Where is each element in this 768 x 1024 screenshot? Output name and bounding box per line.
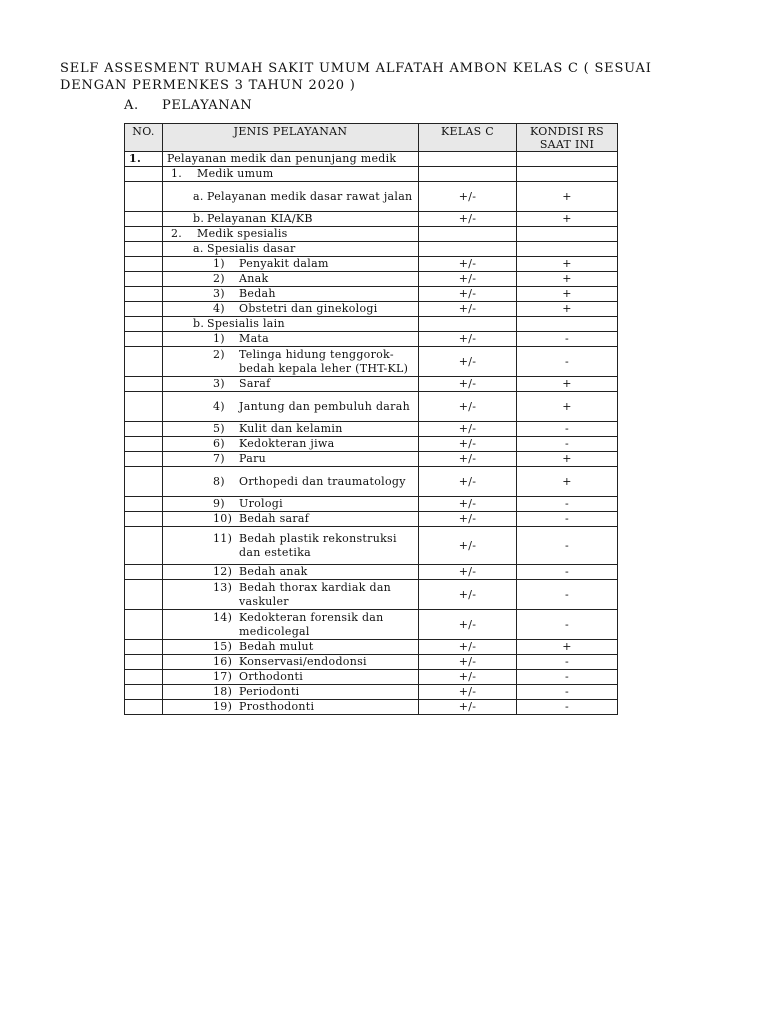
service-name: Bedah plastik rekonstruksi dan estetika [239, 531, 397, 559]
kondisi-rs-value: - [517, 347, 618, 377]
service-name: Spesialis lain [207, 317, 285, 330]
table-row [125, 302, 618, 317]
service-name-cell [163, 512, 419, 527]
kondisi-rs-value: + [517, 287, 618, 302]
service-name: Bedah saraf [239, 512, 310, 525]
kelas-c-value: +/- [419, 685, 517, 700]
service-name: Bedah [239, 287, 276, 300]
table-row [125, 700, 618, 715]
table-row [125, 467, 618, 497]
service-name-cell [163, 152, 419, 167]
table-row [125, 347, 618, 377]
service-name: Obstetri dan ginekologi [239, 302, 378, 315]
service-name: Mata [239, 332, 269, 345]
section-title: PELAYANAN [162, 98, 253, 113]
kelas-c-value: +/- [419, 497, 517, 512]
table-row [125, 452, 618, 467]
kelas-c-value: +/- [419, 272, 517, 287]
item-marker: a. [193, 189, 204, 203]
row-number [125, 610, 163, 640]
service-name-cell [163, 257, 419, 272]
service-name: Telinga hidung tenggorok-bedah kepala leher (THT-KL) [239, 347, 409, 375]
kelas-c-value: +/- [419, 610, 517, 640]
kelas-c-value: +/- [419, 527, 517, 565]
kelas-c-value: +/- [419, 655, 517, 670]
table-row [125, 640, 618, 655]
header-jenis-pelayanan: JENIS PELAYANAN [163, 124, 419, 152]
row-number [125, 580, 163, 610]
service-name: Kulit dan kelamin [239, 422, 343, 435]
row-number [125, 437, 163, 452]
table-row [125, 580, 618, 610]
service-name-cell [163, 212, 419, 227]
item-marker: 13) [213, 580, 233, 594]
service-name: Spesialis dasar [207, 242, 296, 255]
kondisi-rs-value: - [517, 332, 618, 347]
item-marker: a. [193, 242, 204, 255]
row-number [125, 212, 163, 227]
kelas-c-value: +/- [419, 565, 517, 580]
kondisi-rs-value: + [517, 640, 618, 655]
kelas-c-value: +/- [419, 580, 517, 610]
table-row [125, 242, 618, 257]
service-name-cell [163, 685, 419, 700]
row-number [125, 640, 163, 655]
kelas-c-value: +/- [419, 640, 517, 655]
row-number [125, 467, 163, 497]
kelas-c-value: +/- [419, 257, 517, 272]
row-number [125, 242, 163, 257]
item-marker: b. [193, 212, 205, 225]
section-letter: A. [124, 98, 139, 113]
kelas-c-value: +/- [419, 512, 517, 527]
kondisi-rs-value: + [517, 182, 618, 212]
table-row [125, 377, 618, 392]
row-number [125, 332, 163, 347]
row-number [125, 317, 163, 332]
service-name-cell [163, 422, 419, 437]
kelas-c-value: +/- [419, 467, 517, 497]
service-name: Saraf [239, 377, 271, 390]
service-name: Konservasi/endodonsi [239, 655, 367, 668]
kelas-c-value: +/- [419, 670, 517, 685]
service-name-cell [163, 655, 419, 670]
kelas-c-value: +/- [419, 287, 517, 302]
item-marker: 15) [213, 640, 233, 653]
item-marker: 18) [213, 685, 233, 698]
kondisi-rs-value: + [517, 452, 618, 467]
kelas-c-value [419, 167, 517, 182]
kondisi-rs-value: + [517, 392, 618, 422]
header-kelas-c: KELAS C [419, 124, 517, 152]
kelas-c-value: +/- [419, 437, 517, 452]
table-header-row [125, 124, 618, 152]
table-row [125, 422, 618, 437]
kondisi-rs-value [517, 167, 618, 182]
kondisi-rs-value: - [517, 527, 618, 565]
service-name-cell [163, 167, 419, 182]
item-marker: 11) [213, 531, 233, 545]
kelas-c-value: +/- [419, 377, 517, 392]
kelas-c-value: +/- [419, 700, 517, 715]
kelas-c-value [419, 227, 517, 242]
table-row [125, 392, 618, 422]
table-row [125, 497, 618, 512]
service-name-cell [163, 272, 419, 287]
item-marker: 17) [213, 670, 233, 683]
kondisi-rs-value [517, 317, 618, 332]
table-row [125, 272, 618, 287]
table-row [125, 565, 618, 580]
service-name: Kedokteran jiwa [239, 437, 335, 450]
table-row [125, 670, 618, 685]
table-row [125, 317, 618, 332]
kondisi-rs-value: - [517, 685, 618, 700]
row-number: 1. [125, 152, 163, 167]
item-marker: 1) [213, 257, 225, 270]
kondisi-rs-value: - [517, 437, 618, 452]
item-marker: 2. [171, 227, 183, 240]
service-name-cell [163, 610, 419, 640]
row-number [125, 272, 163, 287]
table-row [125, 610, 618, 640]
kelas-c-value: +/- [419, 422, 517, 437]
row-number [125, 527, 163, 565]
row-number [125, 392, 163, 422]
service-name-cell [163, 700, 419, 715]
item-marker: 12) [213, 565, 233, 578]
row-number [125, 257, 163, 272]
service-name-cell [163, 527, 419, 565]
item-marker: 3) [213, 287, 225, 300]
kondisi-rs-value: + [517, 212, 618, 227]
row-number [125, 302, 163, 317]
services-table [124, 123, 618, 715]
service-name: Prosthodonti [239, 700, 315, 713]
service-name: Kedokteran forensik dan medicolegal [239, 610, 384, 638]
kelas-c-value: +/- [419, 392, 517, 422]
service-name: Anak [239, 272, 269, 285]
item-marker: 14) [213, 610, 233, 624]
row-number [125, 685, 163, 700]
item-marker: 8) [213, 474, 225, 488]
service-name: Medik umum [197, 167, 274, 180]
service-name-cell [163, 497, 419, 512]
row-number [125, 182, 163, 212]
item-marker: 1) [213, 332, 225, 345]
row-number [125, 377, 163, 392]
item-marker: b. [193, 317, 205, 330]
row-number [125, 422, 163, 437]
row-number [125, 700, 163, 715]
kelas-c-value: +/- [419, 182, 517, 212]
row-number [125, 347, 163, 377]
kelas-c-value [419, 242, 517, 257]
item-marker: 16) [213, 655, 233, 668]
row-number [125, 497, 163, 512]
service-name: Paru [239, 452, 267, 465]
service-name: Periodonti [239, 685, 300, 698]
service-name-cell [163, 302, 419, 317]
document-title: SELF ASSESMENT RUMAH SAKIT UMUM ALFATAH AMBON KELAS C ( SESUAI DENGAN PERMENKES 3 TAHUN 2020 ) [60, 61, 652, 93]
kondisi-rs-value: - [517, 655, 618, 670]
item-marker: 4) [213, 302, 225, 315]
kondisi-rs-value: + [517, 467, 618, 497]
kondisi-rs-value: + [517, 377, 618, 392]
row-number [125, 287, 163, 302]
table-row [125, 152, 618, 167]
kondisi-rs-value [517, 227, 618, 242]
kondisi-rs-value: + [517, 302, 618, 317]
service-name: Orthodonti [239, 670, 304, 683]
table-row [125, 227, 618, 242]
kelas-c-value: +/- [419, 302, 517, 317]
service-name-cell [163, 670, 419, 685]
table-row [125, 685, 618, 700]
service-name: Orthopedi dan traumatology [239, 474, 406, 488]
item-marker: 10) [213, 512, 233, 525]
item-marker: 4) [213, 399, 225, 413]
item-marker: 5) [213, 422, 225, 435]
kondisi-rs-value: - [517, 580, 618, 610]
kondisi-rs-value: - [517, 422, 618, 437]
row-number [125, 167, 163, 182]
table-row [125, 212, 618, 227]
row-number [125, 227, 163, 242]
item-marker: 6) [213, 437, 225, 450]
table-row [125, 655, 618, 670]
kelas-c-value: +/- [419, 332, 517, 347]
service-name-cell [163, 437, 419, 452]
row-number [125, 512, 163, 527]
row-number [125, 655, 163, 670]
header-no: NO. [125, 124, 163, 152]
kondisi-rs-value [517, 152, 618, 167]
kondisi-rs-value: - [517, 565, 618, 580]
table-row [125, 437, 618, 452]
table-row [125, 287, 618, 302]
kondisi-rs-value: - [517, 670, 618, 685]
service-name-cell [163, 377, 419, 392]
table-row [125, 512, 618, 527]
item-marker: 1. [171, 167, 183, 180]
service-name-cell [163, 242, 419, 257]
item-marker: 2) [213, 347, 225, 361]
kondisi-rs-value: + [517, 257, 618, 272]
table-row [125, 257, 618, 272]
kondisi-rs-value: - [517, 512, 618, 527]
table-row [125, 167, 618, 182]
kelas-c-value: +/- [419, 452, 517, 467]
item-marker: 19) [213, 700, 233, 713]
service-name: Bedah anak [239, 565, 308, 578]
service-name-cell [163, 640, 419, 655]
kelas-c-value: +/- [419, 347, 517, 377]
kelas-c-value: +/- [419, 212, 517, 227]
item-marker: 7) [213, 452, 225, 465]
service-name: Jantung dan pembuluh darah [239, 399, 410, 413]
table-row [125, 182, 618, 212]
service-name: Urologi [239, 497, 283, 510]
service-name: Bedah thorax kardiak dan vaskuler [239, 580, 392, 608]
row-number [125, 670, 163, 685]
table-row [125, 527, 618, 565]
service-name-cell [163, 452, 419, 467]
service-name: Penyakit dalam [239, 257, 329, 270]
kondisi-rs-value: - [517, 610, 618, 640]
item-marker: 2) [213, 272, 225, 285]
service-name: Pelayanan KIA/KB [207, 212, 313, 225]
kelas-c-value [419, 317, 517, 332]
service-name-cell [163, 287, 419, 302]
kondisi-rs-value: - [517, 700, 618, 715]
service-name: Medik spesialis [197, 227, 288, 240]
header-kondisi-rs: KONDISI RS SAAT INI [517, 124, 618, 152]
service-name-cell [163, 347, 419, 377]
service-name-cell [163, 467, 419, 497]
service-name: Bedah mulut [239, 640, 314, 653]
service-name-cell [163, 317, 419, 332]
kondisi-rs-value [517, 242, 618, 257]
service-name-cell [163, 392, 419, 422]
service-name: Pelayanan medik dan penunjang medik [167, 152, 397, 165]
service-name-cell [163, 182, 419, 212]
kelas-c-value [419, 152, 517, 167]
service-name-cell [163, 580, 419, 610]
kondisi-rs-value: - [517, 497, 618, 512]
service-name: Pelayanan medik dasar rawat jalan [207, 189, 413, 203]
service-name-cell [163, 565, 419, 580]
row-number [125, 565, 163, 580]
service-name-cell [163, 227, 419, 242]
row-number [125, 452, 163, 467]
item-marker: 9) [213, 497, 225, 510]
table-row [125, 332, 618, 347]
section-heading [124, 98, 252, 113]
kondisi-rs-value: + [517, 272, 618, 287]
item-marker: 3) [213, 377, 225, 390]
service-name-cell [163, 332, 419, 347]
